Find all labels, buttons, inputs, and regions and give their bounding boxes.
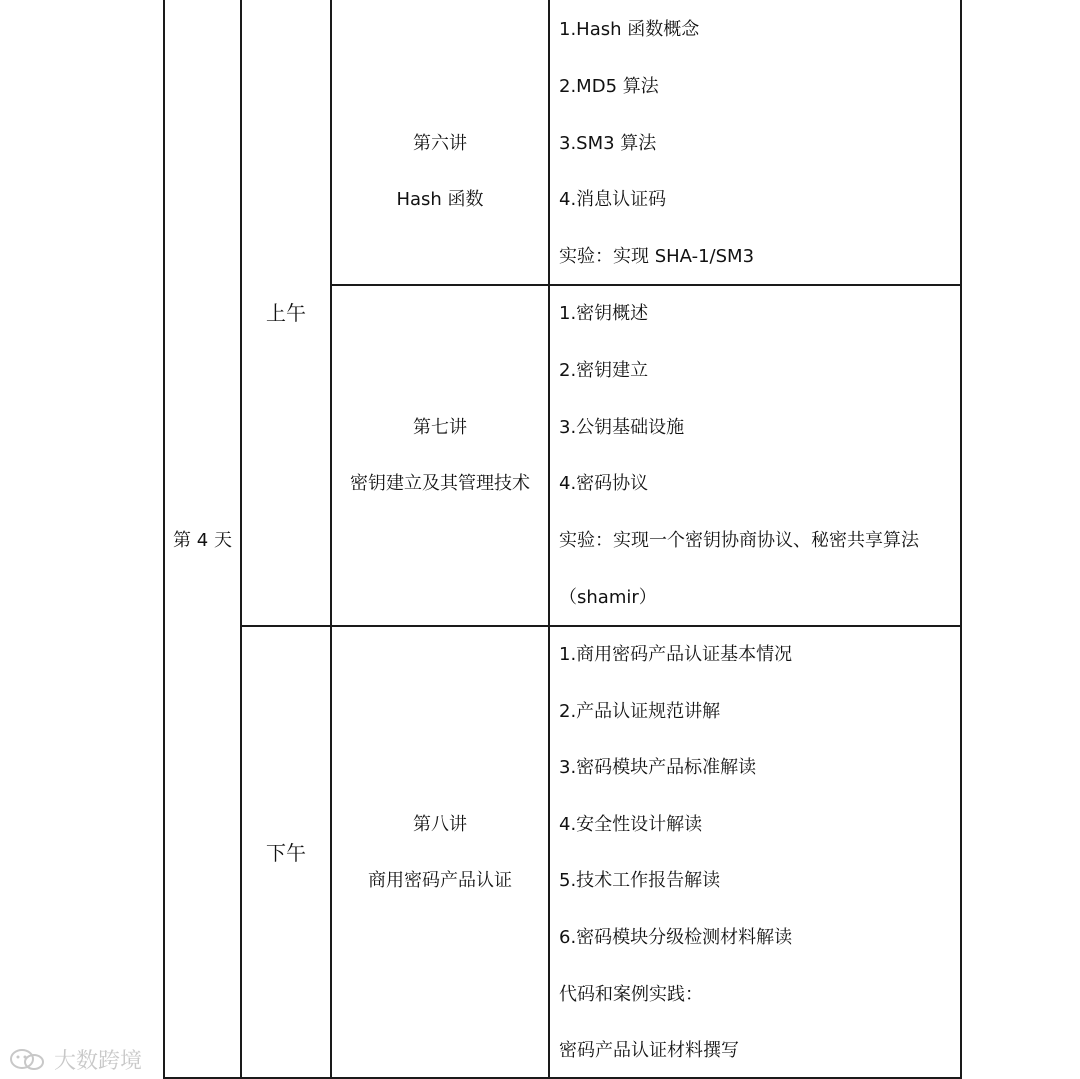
topic-item: 实验：实现一个密钥协商协议、秘密共享算法 (559, 530, 919, 551)
topic-item: 1.密钥概述 (559, 303, 649, 324)
column-divider-lecture (548, 0, 550, 1079)
topic-item: （shamir） (559, 587, 657, 608)
lecture-title: 密钥建立及其管理技术 (350, 473, 530, 494)
topic-item: 代码和案例实践： (559, 984, 703, 1005)
topic-item: 5.技术工作报告解读 (559, 870, 721, 891)
watermark-text: 大数跨境 (54, 1049, 143, 1074)
lecture-title: Hash 函数 (396, 189, 484, 210)
column-divider-day (240, 0, 242, 1079)
table-border-right (960, 0, 962, 1079)
topic-item: 3.公钥基础设施 (559, 417, 685, 438)
lecture-number: 第八讲 (413, 814, 467, 835)
period-afternoon: 下午 (266, 841, 306, 865)
topic-item: 2.产品认证规范讲解 (559, 701, 721, 722)
lecture-title: 商用密码产品认证 (368, 870, 512, 891)
topic-item: 3.密码模块产品标准解读 (559, 757, 757, 778)
lecture-number: 第六讲 (413, 133, 467, 154)
watermark (8, 1044, 142, 1075)
wechat-logo-icon (8, 1048, 48, 1072)
topic-item: 密码产品认证材料撰写 (559, 1040, 739, 1061)
row-divider-lecture-6-7 (330, 284, 962, 286)
topic-item: 4.安全性设计解读 (559, 814, 703, 835)
row-divider-morning-afternoon (240, 625, 962, 627)
period-morning: 上午 (266, 301, 306, 325)
topic-item: 实验：实现 SHA-1/SM3 (559, 246, 755, 267)
topic-item: 3.SM3 算法 (559, 133, 657, 154)
topic-item: 4.消息认证码 (559, 189, 667, 210)
topic-item: 6.密码模块分级检测材料解读 (559, 927, 793, 948)
day-label: 第 4 天 (173, 530, 232, 551)
lecture-number: 第七讲 (413, 417, 467, 438)
topic-item: 1.Hash 函数概念 (559, 19, 700, 40)
column-divider-period (330, 0, 332, 1079)
topic-item: 2.MD5 算法 (559, 76, 659, 97)
topic-item: 1.商用密码产品认证基本情况 (559, 644, 793, 665)
topic-item: 4.密码协议 (559, 473, 649, 494)
topic-item: 2.密钥建立 (559, 360, 649, 381)
